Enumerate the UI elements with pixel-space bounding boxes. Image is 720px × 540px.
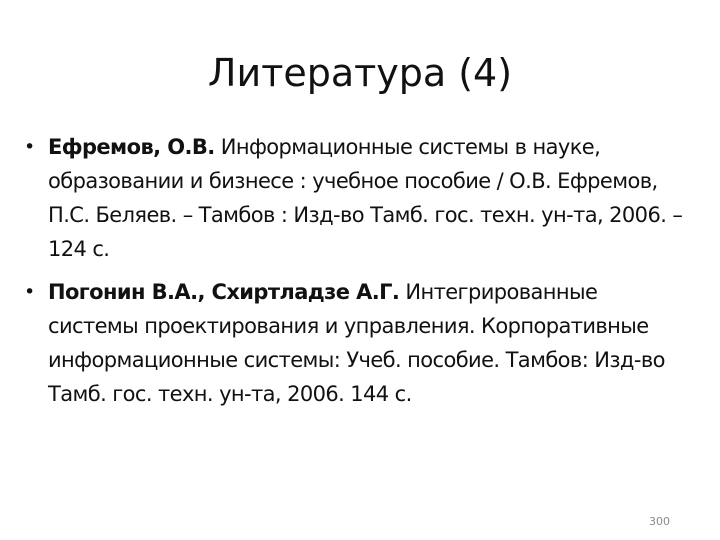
reference-text: Информационные системы в науке, образовании и бизнесе : учебное пособие / О.В. Ефремов, П.С. Беляев. – Тамбов : Изд-во Тамб. гос. техн. ун-та, 2006. – 124 с. [48,135,683,261]
page-number: 300 [649,515,670,528]
bullet-icon: • [24,281,35,303]
reference-authors: Ефремов, О.В. [48,135,215,159]
reference-authors: Погонин В.А., Схиртладзе А.Г. [48,280,400,304]
reference-text: Интегрированные системы проектирования и управления. Корпоративные информационные системы: Учеб. пособие. Тамбов: Изд-во Тамб. гос. техн. ун-та, 2006. 144 с. [48,280,665,406]
reference-item [24,130,684,266]
reference-item [24,275,684,411]
bullet-icon: • [24,136,35,158]
slide-title: Литература (4) [207,51,513,95]
reference-list [24,130,684,420]
